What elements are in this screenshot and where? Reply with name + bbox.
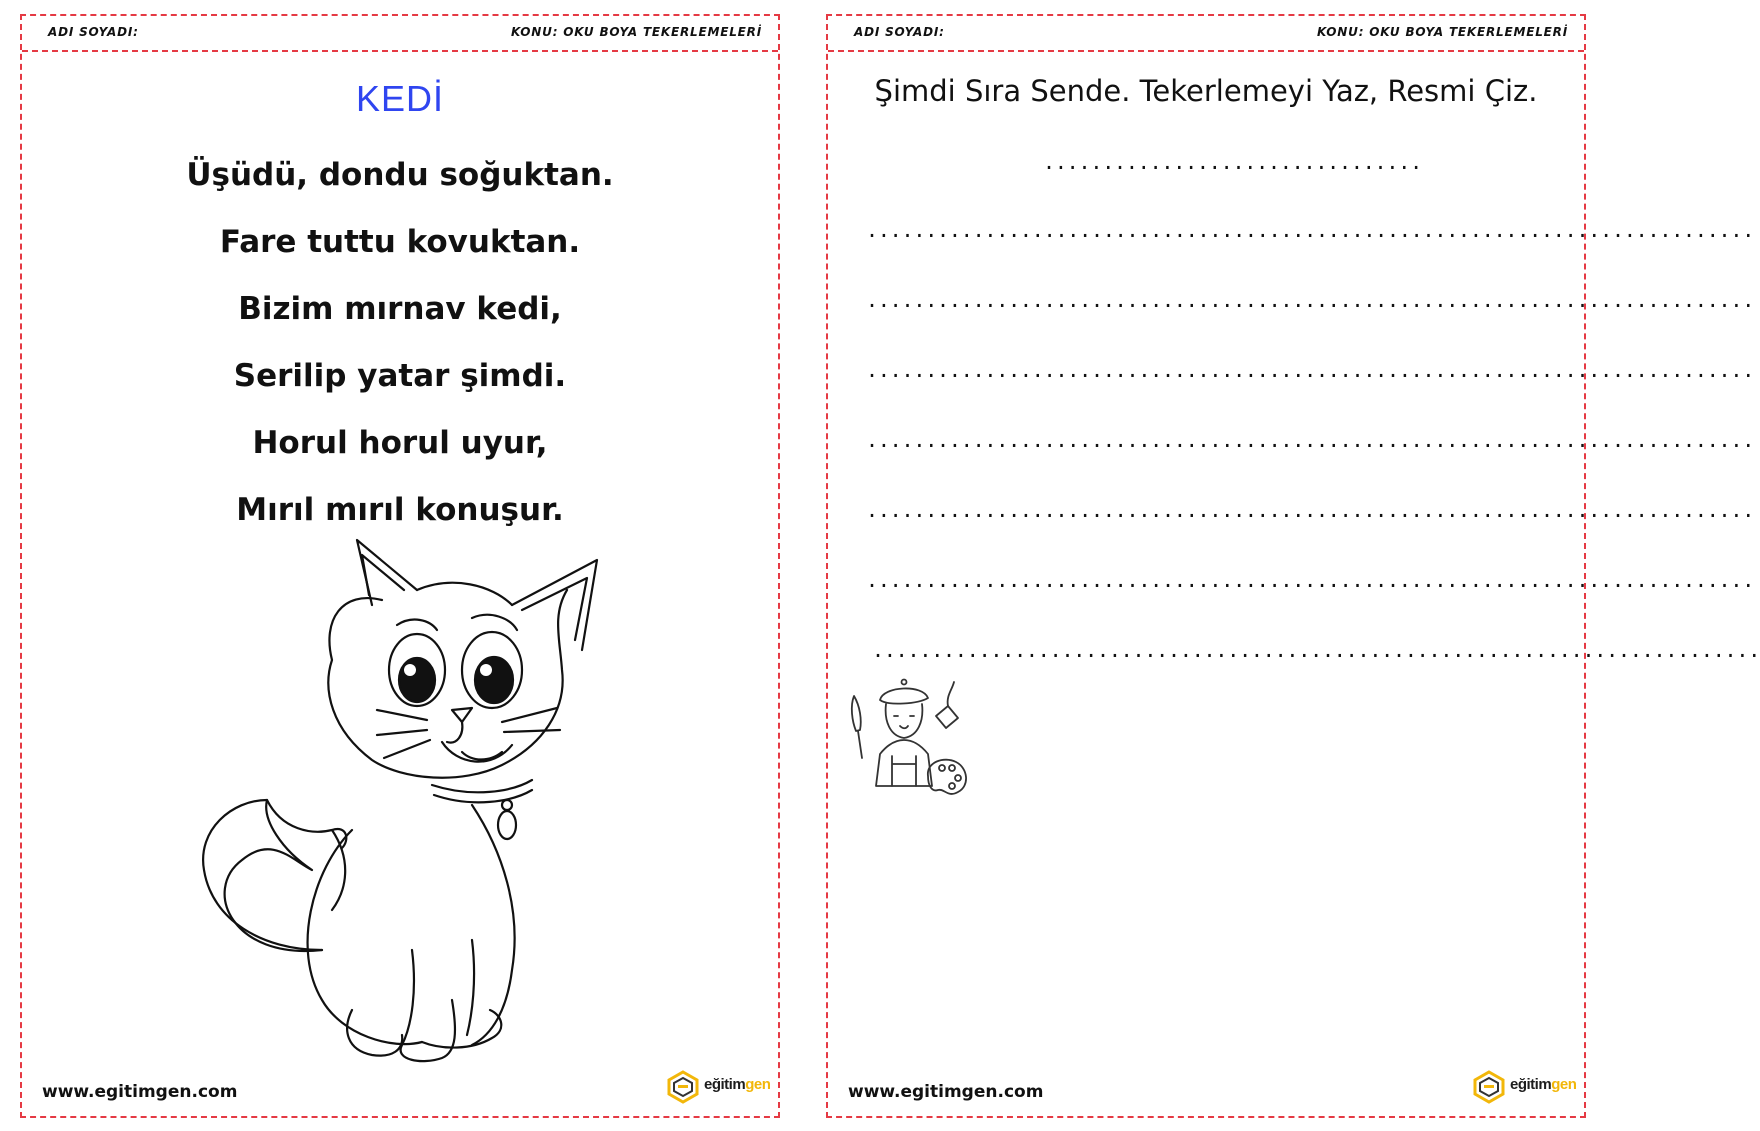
poem [22, 142, 778, 544]
logo-wordmark: eğitimgen [1510, 1076, 1577, 1093]
name-label: ADI SOYADI: [854, 25, 945, 39]
writing-line[interactable]: ........................................................................... [866, 498, 1755, 522]
writing-line[interactable]: ........................................................................... [866, 288, 1755, 312]
writing-line[interactable]: ........................................................................... [866, 358, 1755, 382]
website-url[interactable]: www.egitimgen.com [42, 1082, 238, 1102]
instruction-text: Şimdi Sıra Sende. Tekerlemeyi Yaz, Resmi Çiz. [874, 74, 1538, 108]
topic-label: KONU: OKU BOYA TEKERLEMELERİ [510, 25, 762, 39]
hexagon-logo-icon [666, 1070, 700, 1104]
logo-wordmark: eğitimgen [704, 1076, 771, 1093]
writing-line[interactable]: ........................................................................... [866, 428, 1755, 452]
name-label: ADI SOYADI: [48, 25, 139, 39]
brand-logo [1472, 1070, 1577, 1106]
poem-line: Üşüdü, dondu soğuktan. [186, 157, 614, 193]
poem-line: Mırıl mırıl konuşur. [236, 492, 564, 528]
writing-sheet [826, 14, 1760, 1118]
poem-title: KEDİ [355, 78, 445, 119]
writing-line[interactable]: ........................................................................... [872, 638, 1760, 662]
cat-illustration [172, 530, 612, 1090]
title-blank-line[interactable]: ................................ [1043, 150, 1422, 174]
writing-line[interactable]: ........................................................................... [866, 218, 1755, 242]
poem-line: Fare tuttu kovuktan. [219, 224, 581, 260]
header-row [828, 16, 1584, 52]
reading-sheet [20, 14, 780, 1118]
painter-icon [848, 676, 978, 806]
writing-line[interactable]: ........................................................................... [866, 568, 1755, 592]
brand-logo [666, 1070, 771, 1106]
poem-line: Bizim mırnav kedi, [238, 291, 562, 327]
poem-line: Horul horul uyur, [252, 425, 548, 461]
poem-line: Serilip yatar şimdi. [233, 358, 567, 394]
website-url[interactable]: www.egitimgen.com [848, 1082, 1044, 1102]
header-row [22, 16, 778, 52]
hexagon-logo-icon [1472, 1070, 1506, 1104]
topic-label: KONU: OKU BOYA TEKERLEMELERİ [1316, 25, 1568, 39]
